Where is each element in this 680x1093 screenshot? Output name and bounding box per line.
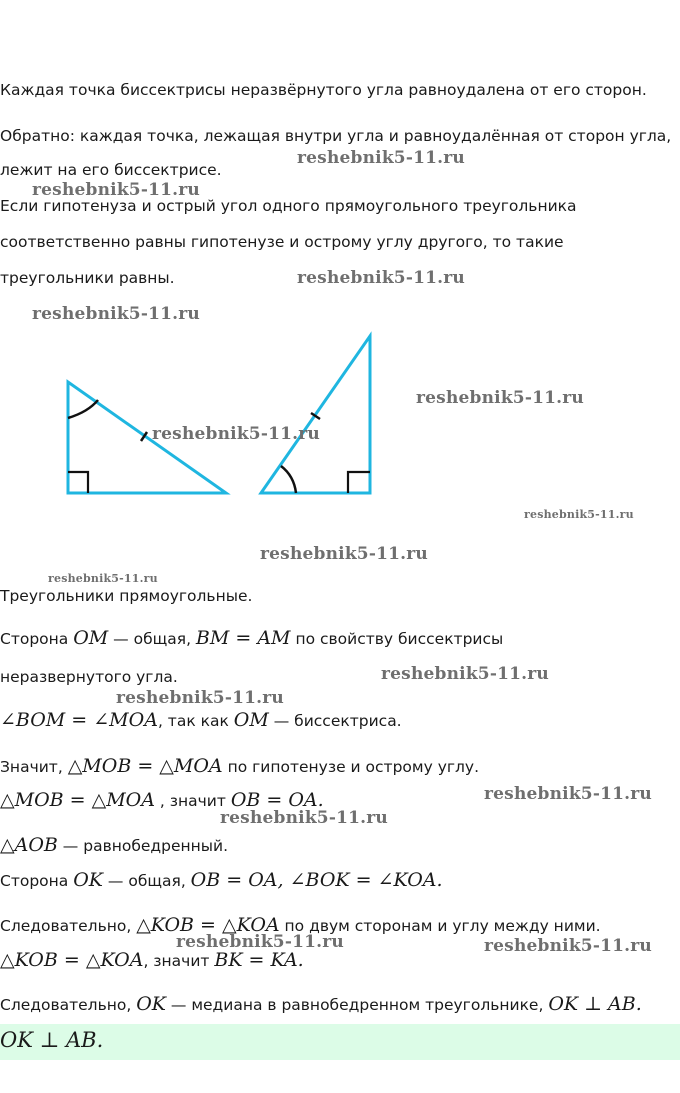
triangle-left-angle-arc (68, 400, 98, 418)
watermark: reshebnik5-11.ru (176, 932, 344, 952)
triangle-right-right-angle-mark (348, 472, 370, 493)
solution-line-1: Треугольники прямоугольные. (0, 587, 253, 605)
watermark: reshebnik5-11.ru (524, 508, 634, 521)
watermark: reshebnik5-11.ru (416, 388, 584, 408)
watermark: reshebnik5-11.ru (152, 424, 320, 444)
solution-line-10: △KOB = △KOA, значит BK = KA. (0, 949, 304, 971)
triangle-right-angle-arc (281, 466, 296, 493)
watermark: reshebnik5-11.ru (297, 268, 465, 288)
solution-line-8: Сторона OK — общая, OB = OA, ∠BOK = ∠KOA. (0, 869, 443, 891)
theorem-bisector: Каждая точка биссектрисы неразвёрнутого угла равноудалена от его сторон. (0, 81, 647, 99)
watermark: reshebnik5-11.ru (381, 664, 549, 684)
watermark: reshebnik5-11.ru (32, 180, 200, 200)
watermark: reshebnik5-11.ru (48, 572, 158, 585)
triangle-right (261, 336, 370, 493)
watermark: reshebnik5-11.ru (297, 148, 465, 168)
solution-line-4: ∠BOM = ∠MOA, так как OM — биссектриса. (0, 709, 402, 731)
solution-line-5: Значит, △MOB = △MOA по гипотенузе и острому углу. (0, 755, 480, 777)
triangle-left-right-angle-mark (68, 472, 88, 493)
watermark: reshebnik5-11.ru (32, 304, 200, 324)
right-triangles-figure (0, 0, 680, 520)
solution-line-7: △AOB — равнобедренный. (0, 834, 229, 856)
watermark: reshebnik5-11.ru (116, 688, 284, 708)
solution-line-9: Следовательно, △KOB = △KOA по двум сторонам и углу между ними. (0, 914, 601, 936)
solution-line-2: Сторона OM — общая, BM = AM по свойству биссектрисы (0, 627, 504, 649)
theorem-hypotenuse-line3: треугольники равны. (0, 269, 175, 287)
answer-text: OK ⊥ AB. (0, 1028, 104, 1052)
watermark: reshebnik5-11.ru (484, 936, 652, 956)
watermark: reshebnik5-11.ru (260, 544, 428, 564)
theorem-converse-line1: Обратно: каждая точка, лежащая внутри угла и равноудалённая от сторон угла, (0, 127, 672, 145)
solution-line-11: Следовательно, OK — медиана в равнобедренном треугольнике, OK ⊥ AB. (0, 993, 642, 1015)
solution-line-6: △MOB = △MOA , значит OB = OA. (0, 789, 324, 811)
solution-line-3: неразвернутого угла. (0, 668, 178, 686)
theorem-converse-line2: лежит на его биссектрисе. (0, 161, 222, 179)
answer-box (0, 1024, 680, 1060)
watermark: reshebnik5-11.ru (220, 808, 388, 828)
theorem-hypotenuse-line1: Если гипотенуза и острый угол одного прямоугольного треугольника (0, 197, 577, 215)
watermark: reshebnik5-11.ru (484, 784, 652, 804)
theorem-hypotenuse-line2: соответственно равны гипотенузе и острому углу другого, то такие (0, 233, 564, 251)
